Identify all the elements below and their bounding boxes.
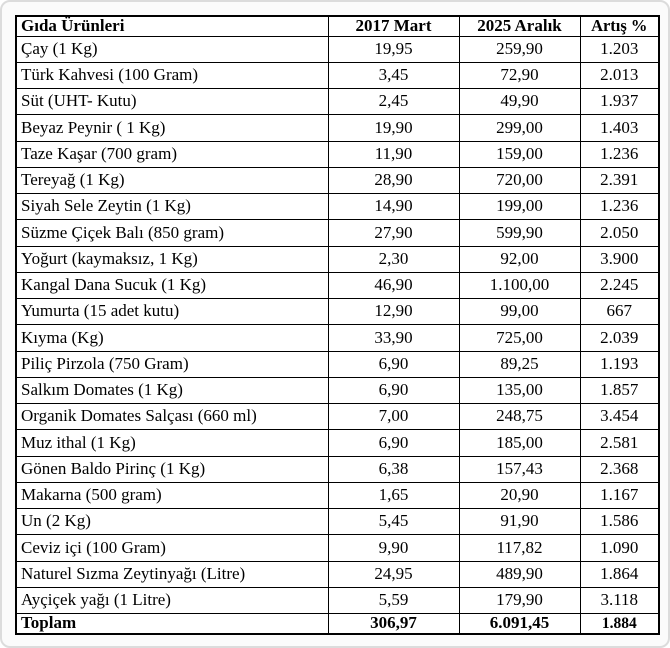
product-cell: Muz ithal (1 Kg) [16,430,328,456]
product-cell: Organik Domates Salçası (660 ml) [16,404,328,430]
table-row [16,456,659,482]
product-cell: Beyaz Peynir ( 1 Kg) [16,115,328,141]
price-2017-cell: 6,90 [328,377,459,403]
increase-cell: 3.454 [580,404,659,430]
increase-cell: 667 [580,299,659,325]
increase-cell: 2.050 [580,220,659,246]
table-row [16,404,659,430]
price-2017-cell: 46,90 [328,272,459,298]
product-cell: Süt (UHT- Kutu) [16,89,328,115]
header-row [16,16,659,36]
increase-cell: 2.245 [580,272,659,298]
price-2025-cell: 185,00 [459,430,580,456]
table-row [16,535,659,561]
table-row [16,509,659,535]
increase-cell: 1.193 [580,351,659,377]
increase-cell: 2.039 [580,325,659,351]
increase-cell: 2.368 [580,456,659,482]
increase-cell: 1.236 [580,141,659,167]
price-2017-cell: 5,45 [328,509,459,535]
product-cell: Ceviz içi (100 Gram) [16,535,328,561]
increase-cell: 1.937 [580,89,659,115]
increase-cell: 1.586 [580,509,659,535]
table-row [16,167,659,193]
product-cell: Çay (1 Kg) [16,36,328,62]
product-cell: Ayçiçek yağı (1 Litre) [16,587,328,613]
increase-cell: 2.013 [580,62,659,88]
product-cell: Kıyma (Kg) [16,325,328,351]
increase-cell: 3.900 [580,246,659,272]
price-2025-cell: 725,00 [459,325,580,351]
product-cell: Tereyağ (1 Kg) [16,167,328,193]
table-row [16,89,659,115]
price-2017-cell: 11,90 [328,141,459,167]
price-2025-cell: 117,82 [459,535,580,561]
product-cell: Yoğurt (kaymaksız, 1 Kg) [16,246,328,272]
price-2025-cell: 99,00 [459,299,580,325]
price-2017-cell: 14,90 [328,194,459,220]
table-row [16,299,659,325]
table-row [16,115,659,141]
food-price-table [15,15,660,635]
price-2025-cell: 72,90 [459,62,580,88]
price-2017-cell: 28,90 [328,167,459,193]
price-2025-cell: 92,00 [459,246,580,272]
product-cell: Naturel Sızma Zeytinyağı (Litre) [16,561,328,587]
price-2017-cell: 19,90 [328,115,459,141]
price-2017-cell: 33,90 [328,325,459,351]
price-2025-cell: 20,90 [459,482,580,508]
product-cell: Yumurta (15 adet kutu) [16,299,328,325]
price-2017-cell: 12,90 [328,299,459,325]
price-2017-cell: 19,95 [328,36,459,62]
product-cell: Türk Kahvesi (100 Gram) [16,62,328,88]
product-cell: Piliç Pirzola (750 Gram) [16,351,328,377]
product-cell: Makarna (500 gram) [16,482,328,508]
table-row [16,194,659,220]
increase-cell: 1.167 [580,482,659,508]
price-2017-cell: 7,00 [328,404,459,430]
price-2017-cell: 3,45 [328,62,459,88]
total-2017-cell: 306,97 [328,614,459,634]
price-2025-cell: 91,90 [459,509,580,535]
table-row [16,220,659,246]
price-2017-cell: 2,30 [328,246,459,272]
price-2017-cell: 6,38 [328,456,459,482]
price-2017-cell: 5,59 [328,587,459,613]
table-row [16,36,659,62]
price-2017-cell: 9,90 [328,535,459,561]
price-2017-cell: 2,45 [328,89,459,115]
price-2025-cell: 489,90 [459,561,580,587]
table-row [16,587,659,613]
price-2017-cell: 6,90 [328,430,459,456]
col-header-increase-pct: Artış % [580,16,659,36]
product-cell: Kangal Dana Sucuk (1 Kg) [16,272,328,298]
product-cell: Un (2 Kg) [16,509,328,535]
product-cell: Gönen Baldo Pirinç (1 Kg) [16,456,328,482]
price-2025-cell: 259,90 [459,36,580,62]
price-2017-cell: 24,95 [328,561,459,587]
col-header-product: Gıda Ürünleri [16,16,328,36]
price-2025-cell: 1.100,00 [459,272,580,298]
price-2025-cell: 599,90 [459,220,580,246]
price-2025-cell: 89,25 [459,351,580,377]
total-label-cell: Toplam [16,614,328,634]
price-2025-cell: 49,90 [459,89,580,115]
total-2025-cell: 6.091,45 [459,614,580,634]
product-cell: Taze Kaşar (700 gram) [16,141,328,167]
product-cell: Siyah Sele Zeytin (1 Kg) [16,194,328,220]
increase-cell: 1.090 [580,535,659,561]
col-header-2025-aralik: 2025 Aralık [459,16,580,36]
increase-cell: 1.403 [580,115,659,141]
price-2025-cell: 159,00 [459,141,580,167]
table-row [16,325,659,351]
col-header-2017-mart: 2017 Mart [328,16,459,36]
increase-cell: 3.118 [580,587,659,613]
table-row [16,246,659,272]
table-row [16,62,659,88]
table-row [16,377,659,403]
price-2025-cell: 179,90 [459,587,580,613]
increase-cell: 1.236 [580,194,659,220]
price-2025-cell: 720,00 [459,167,580,193]
price-2025-cell: 157,43 [459,456,580,482]
price-2025-cell: 299,00 [459,115,580,141]
price-2017-cell: 27,90 [328,220,459,246]
price-2017-cell: 1,65 [328,482,459,508]
price-2025-cell: 135,00 [459,377,580,403]
total-increase-cell: 1.884 [580,614,659,634]
price-2025-cell: 248,75 [459,404,580,430]
table-row [16,141,659,167]
table-row [16,272,659,298]
product-cell: Süzme Çiçek Balı (850 gram) [16,220,328,246]
product-cell: Salkım Domates (1 Kg) [16,377,328,403]
increase-cell: 1.203 [580,36,659,62]
increase-cell: 1.857 [580,377,659,403]
table-row [16,482,659,508]
price-2017-cell: 6,90 [328,351,459,377]
table-row [16,561,659,587]
price-2025-cell: 199,00 [459,194,580,220]
increase-cell: 2.391 [580,167,659,193]
table-row [16,351,659,377]
table-row [16,430,659,456]
increase-cell: 1.864 [580,561,659,587]
total-row [16,614,659,634]
increase-cell: 2.581 [580,430,659,456]
